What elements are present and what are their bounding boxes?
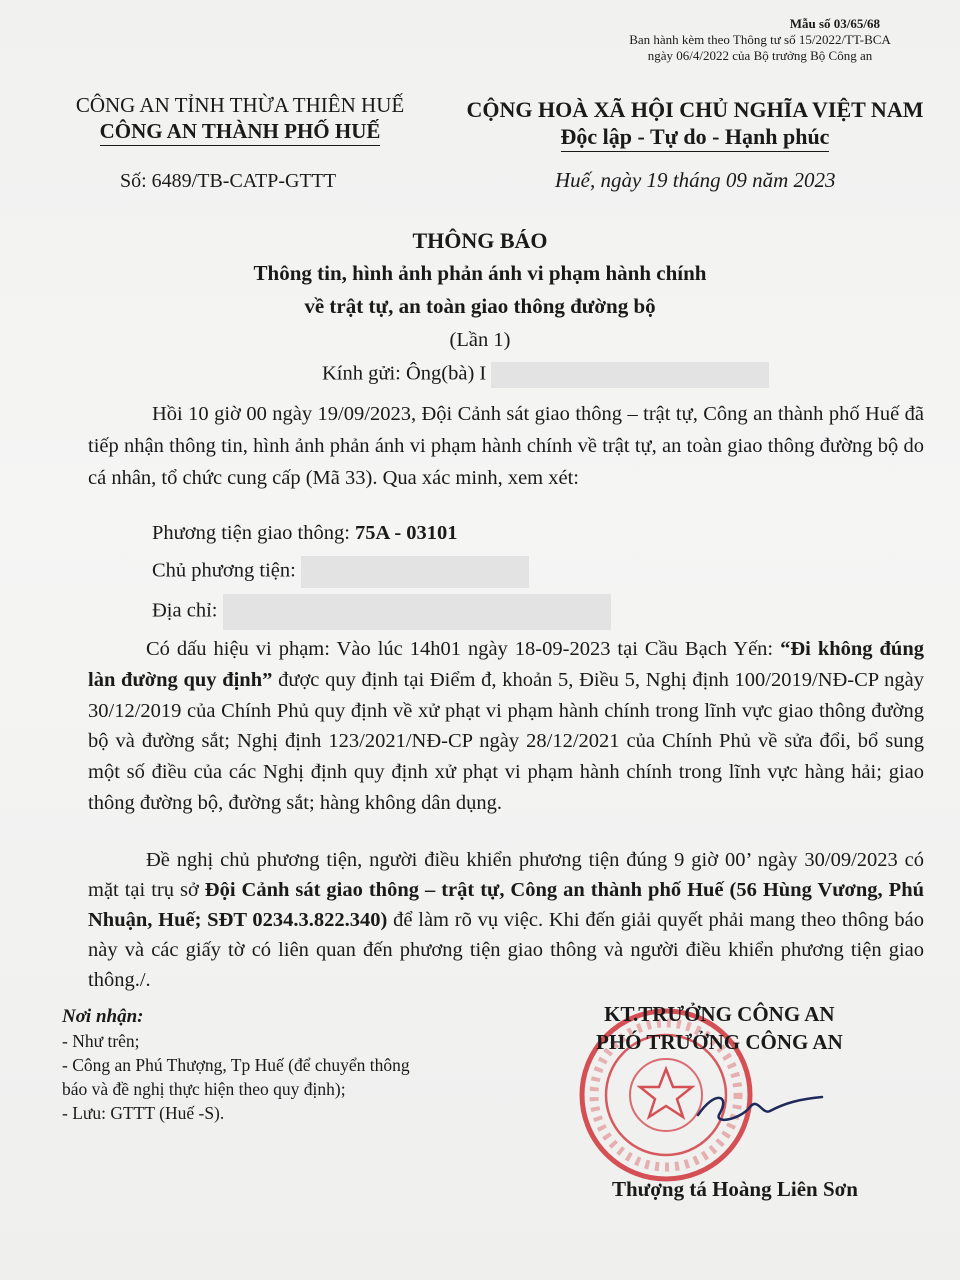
agency-header <box>30 92 450 146</box>
address-line <box>152 594 611 630</box>
handwritten-signature <box>690 1085 830 1130</box>
violation-type: “Đi không đúng làn đường quy định” <box>88 638 924 691</box>
owner-label: Chủ phương tiện: <box>152 559 296 582</box>
vehicle-plate: 75A - 03101 <box>355 522 458 544</box>
agency-unit: CÔNG AN THÀNH PHỐ HUẾ <box>100 118 381 146</box>
addressee <box>322 362 769 388</box>
place-date: Huế, ngày 19 tháng 09 năm 2023 <box>555 168 836 192</box>
recipient-item: - Lưu: GTTT (Huế -S). <box>62 1103 225 1123</box>
redacted-name <box>491 362 769 388</box>
form-reference <box>600 16 920 64</box>
violation-paragraph <box>88 634 924 819</box>
document-subtitle-2: về trật tự, an toàn giao thông đường bộ <box>304 294 656 318</box>
recipients-heading: Nơi nhận: <box>62 1006 144 1027</box>
recipient-item: báo và đề nghị thực hiện theo quy định); <box>62 1079 346 1099</box>
form-issued-line1: Ban hành kèm theo Thông tư số 15/2022/TT-BCA <box>629 32 891 47</box>
notice-times: (Lần 1) <box>449 329 511 351</box>
intro-paragraph: Hồi 10 giờ 00 ngày 19/09/2023, Đội Cảnh sát giao thông – trật tự, Công an thành phố Huế đã tiếp nhận thông tin, hình ảnh phản ánh vi phạm hành chính về trật tự, an toàn giao thông đường bộ do cá nhân, tổ chức cung cấp (Mã 33). Qua xác minh, xem xét: <box>88 403 924 489</box>
vehicle-label: Phương tiện giao thông: <box>152 522 356 544</box>
document-number: Số: 6489/TB-CATP-GTTT <box>120 170 337 192</box>
address-label: Địa chỉ: <box>152 599 223 622</box>
owner-line <box>152 556 529 588</box>
signature-title-1: KT.TRƯỞNG CÔNG AN <box>604 1002 835 1026</box>
signature-title-2: PHÓ TRƯỞNG CÔNG AN <box>596 1030 843 1054</box>
recipient-item: - Công an Phú Thượng, Tp Huế (để chuyển thông <box>62 1055 410 1075</box>
agency-parent: CÔNG AN TỈNH THỪA THIÊN HUẾ <box>75 93 405 117</box>
document-subtitle-1: Thông tin, hình ảnh phản ánh vi phạm hành chính <box>253 261 707 285</box>
violation-prefix: Có dấu hiệu vi phạm: Vào lúc 14h01 ngày 18-09-2023 tại Cầu Bạch Yến: <box>146 638 781 660</box>
signer-name: Thượng tá Hoàng Liên Sơn <box>612 1177 858 1201</box>
nation-name: CỘNG HOÀ XÃ HỘI CHỦ NGHĨA VIỆT NAM <box>466 97 924 122</box>
recipient-item: - Như trên; <box>62 1031 140 1051</box>
form-number: Mẫu số 03/65/68 <box>789 16 880 31</box>
violation-legal-basis: được quy định tại Điểm đ, khoản 5, Điều 5, Nghị định 100/2019/NĐ-CP ngày 30/12/2019 của Chính Phủ quy định về xử phạt vi phạm hành chính trong lĩnh vực giao thông đường bộ và đường sắt; Nghị định 123/2021/NĐ-CP ngày 28/12/2021 của Chính Phủ về sửa đổi, bổ sung một số điều của các Nghị định quy định xử phạt vi phạm hành chính trong lĩnh vực hàng hải; giao thông đường bộ, đường sắt; hàng không dân dụng. <box>88 668 924 814</box>
form-issued-line2: ngày 06/4/2022 của Bộ trưởng Bộ Công an <box>647 48 873 63</box>
request-rest: để làm rõ vụ việc. Khi đến giải quyết phải mang theo thông báo này và các giấy tờ có liên quan đến phương tiện giao thông và người điều khiển phương tiện giao thông./. <box>88 909 924 991</box>
addressee-label: Kính gửi: Ông(bà) I <box>322 362 487 385</box>
request-office: Đội Cảnh sát giao thông – trật tự, Công an thành phố Huế (56 Hùng Vương, Phú Nhuận, Huế; SĐT 0234.3.822.340) <box>88 879 924 931</box>
request-paragraph <box>88 845 924 995</box>
signature-block <box>596 1000 843 1056</box>
redacted-address <box>223 594 611 630</box>
recipients-block <box>62 1005 410 1125</box>
document-title: THÔNG BÁO <box>412 228 548 253</box>
vehicle-line <box>152 522 458 545</box>
request-prefix: Đề nghị chủ phương tiện, người điều khiển phương tiện đúng 9 giờ 00’ ngày 30/09/2023 có mặt tại trụ sở <box>88 849 924 901</box>
nation-header <box>440 96 950 152</box>
nation-motto: Độc lập - Tự do - Hạnh phúc <box>561 123 830 152</box>
redacted-owner <box>301 556 529 588</box>
